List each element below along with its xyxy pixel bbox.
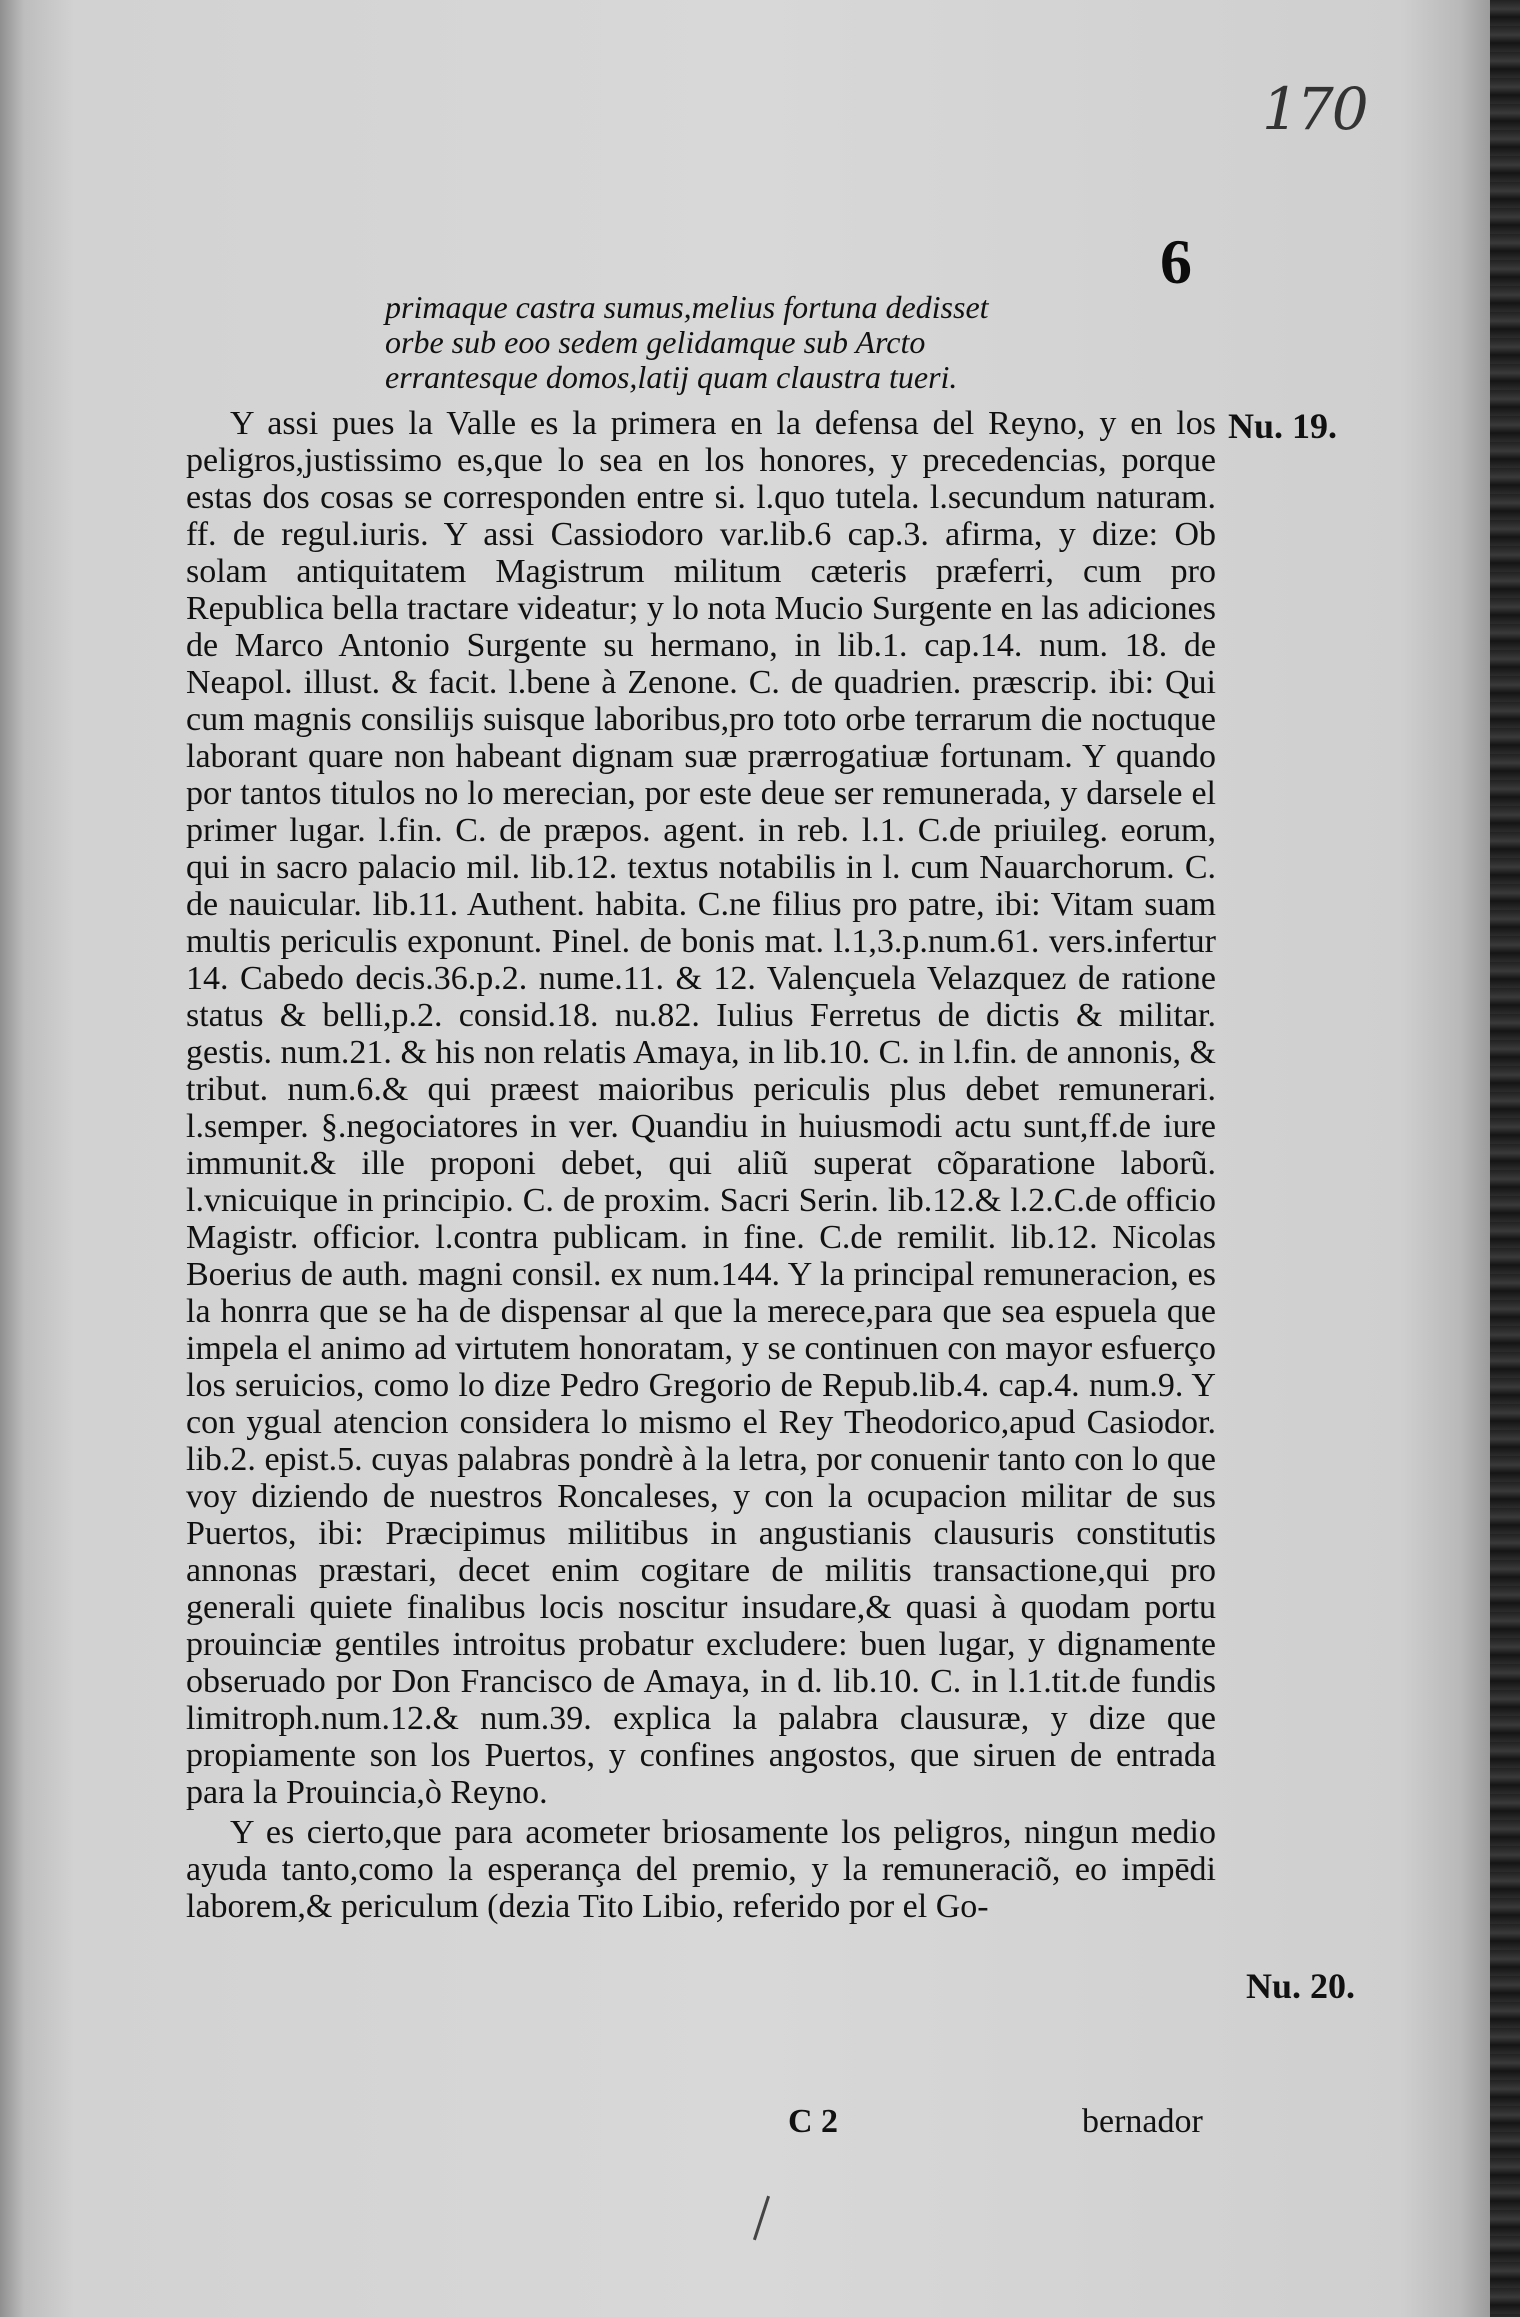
verse-line: errantesque domos,latij quam claustra tueri. [385,359,958,395]
ink-stroke [753,2196,770,2241]
catchword: bernador [1082,2103,1203,2140]
gathering-signature: C 2 [788,2103,839,2140]
paragraph-19: Y assi pues la Valle es la primera en la defensa del Reyno, y en los peligros,justissimo es,que lo sea en los honores, y precedencias, porque estas dos cosas se corresponden entre si. l.quo tutela. l.secundum naturam. ff. de regul.iuris. Y assi Cassiodoro var.lib.6 cap.3. afirma, y dize: Ob solam antiquitatem Magistrum militum cæteris præferri, cum pro Republica bella tractare videatur; y lo nota Mucio Surgente en las adiciones de Marco Antonio Surgente su hermano, in lib.1. cap.14. num. 18. de Neapol. illust. & facit. l.bene à Zenone. C. de quadrien. præscrip. ibi: Qui cum magnis consilijs suisque laboribus,pro toto orbe terrarum die noctuque laborant quare non habeant dignam suæ prærrogatiuæ fortunam. Y quando por tantos titulos no lo merecian, por este deue ser remunerada, y darsele el primer lugar. l.fin. C. de præpos. agent. in reb. l.1. C.de priuileg. eorum, qui in sacro palacio mil. lib.12. textus notabilis in l. cum Nauarchorum. C. de nauicular. lib.11. Authent. habita. C.ne filius pro patre, ibi: Vitam suam multis periculis exponunt. Pinel. de bonis mat. l.1,3.p.num.61. vers.infertur 14. Cabedo decis.36.p.2. nume.11. & 12. Valençuela Velazquez de ratione status & belli,p.2. consid.18. nu.82. Iulius Ferretus de dictis & militar. gestis. num.21. & his non relatis Amaya, in lib.10. C. in l.fin. de annonis, & tribut. num.6.& qui præest maioribus periculis plus debet remunerari. l.semper. §.negociatores in ver. Quandiu in huiusmodi actu sunt,ff.de iure immunit.& ille proponi debet, qui aliũ superat cõparatione laborũ. l.vnicuique in principio. C. de proxim. Sacri Serin. lib.12.& l.2.C.de officio Magistr. officior. l.contra publicam. in fine. C.de remilit. lib.12. Nicolas Boerius de auth. magni consil. ex num.144. Y la principal remuneracion, es la honrra que se ha de dispensar al que la merece,para que sea espuela que impela el animo ad virtutem honoratam, y se continuen con mayor esfuerço los seruicios, como lo dize Pedro Gregorio de Repub.lib.4. cap.4. num.9. Y con ygual atencion considera lo mismo el Rey Theodorico,apud Casiodor. lib.2. epist.5. cuyas palabras pondrè à la letra, por conuenir tanto con lo que voy diziendo de nuestros Roncaleses, y con la ocupacion militar de sus Puertos, ibi: Præcipimus militibus in angustianis clausuris constitutis annonas præstari, decet enim cogitare de militis transactione,qui pro generali quiete finalibus locis noscitur insudare,& quasi à quodam portu prouinciæ gentiles introitus probatur excludere: buen lugar, y dignamente obseruado por Don Francisco de Amaya, in d. lib.10. C. in l.1.tit.de fundis limitroph.num.12.& num.39. explica la palabra clausuræ, y dize que propiamente son los Puertos, y confines angostos, que siruen de entrada para la Prouincia,ò Reyno. [186,405,1216,1811]
signature-mark: 6 [1160,226,1192,297]
binding-edge [1490,0,1520,2317]
paragraph-20: Y es cierto,que para acometer briosamente los peligros, ningun medio ayuda tanto,como la esperança del premio, y la remuneraciõ, eo impēdi laborem,& periculum (dezia Tito Libio, referido por el Go- [186,1814,1216,1925]
margin-note-20: Nu. 20. [1246,1966,1356,2006]
folio-number: 170 [1262,75,1367,143]
latin-verse [385,290,1165,395]
body-text [186,405,1216,1925]
verse-line: primaque castra sumus,melius fortuna dedisset [385,289,989,325]
verse-line: orbe sub eoo sedem gelidamque sub Arcto [385,324,926,360]
margin-note-19: Nu. 19. [1228,406,1338,446]
